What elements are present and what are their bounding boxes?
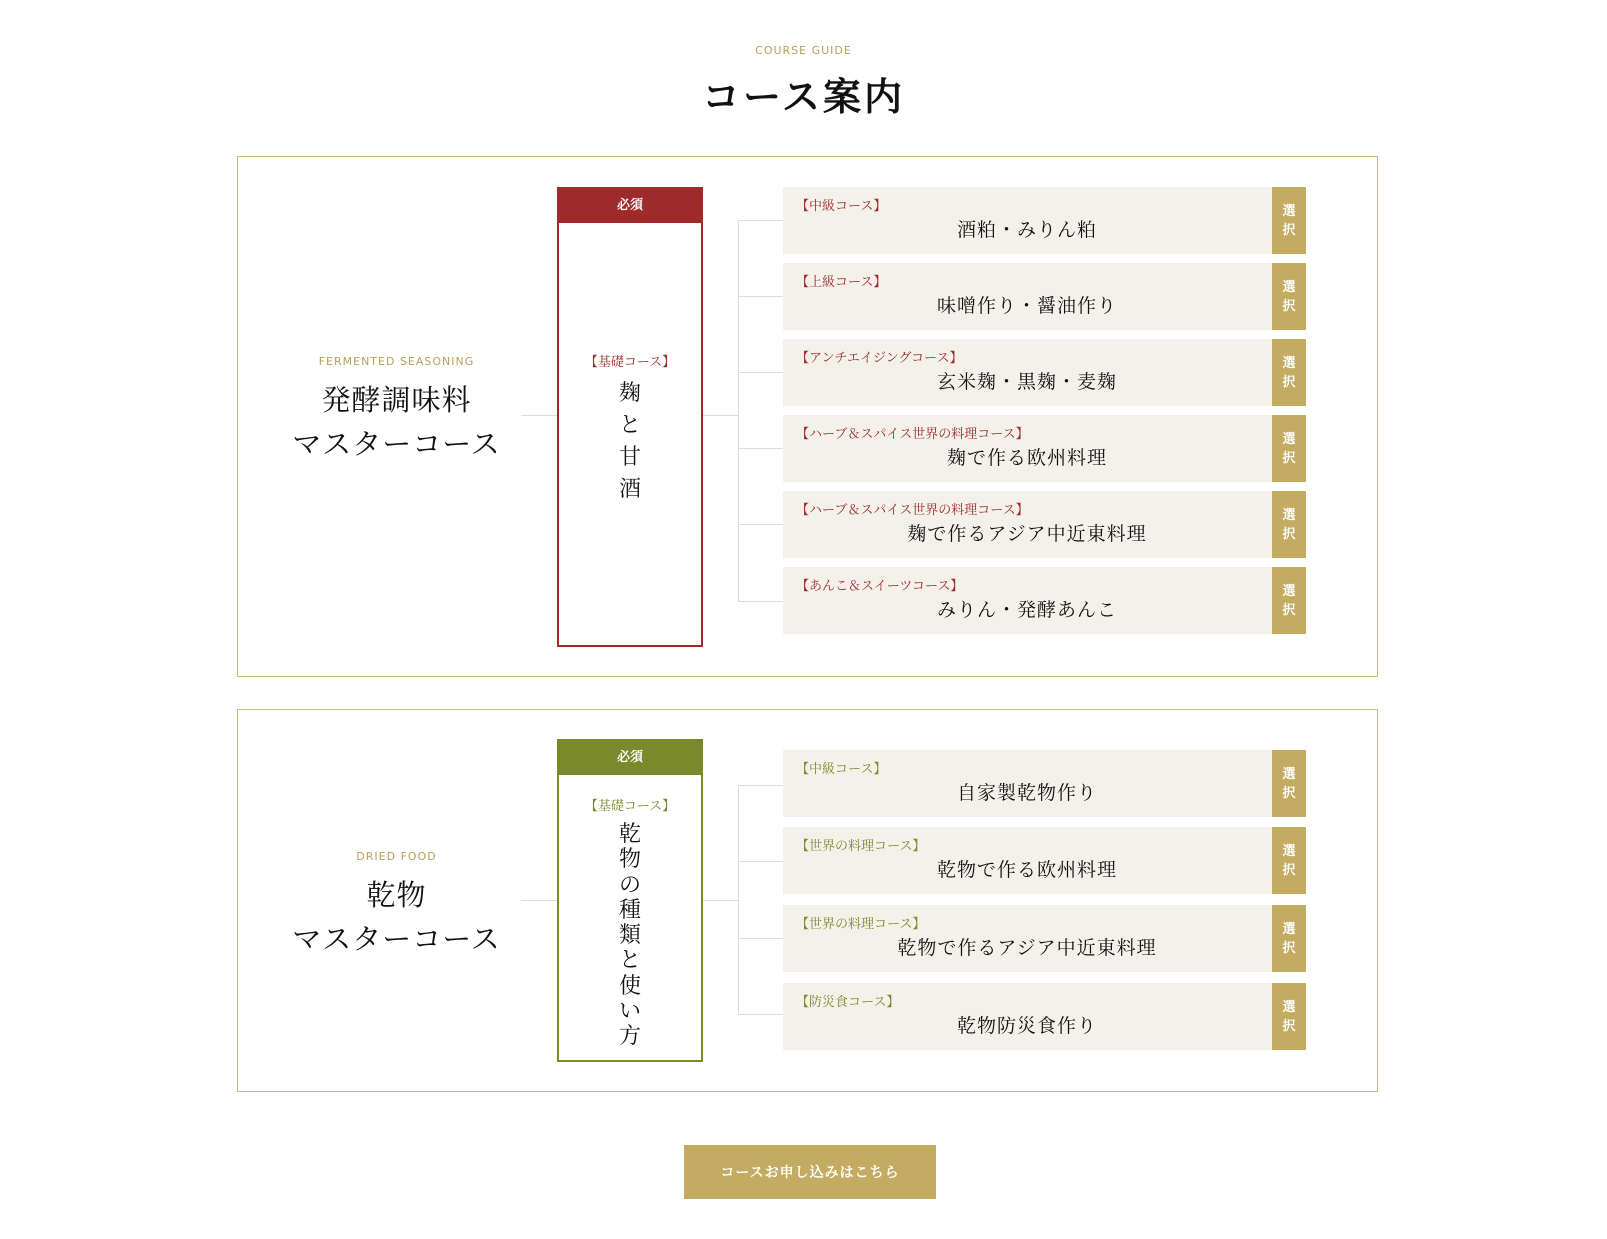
core-course-title: 麹と甘酒 [618,381,641,502]
course-option [783,339,1306,406]
course-option [783,750,1306,817]
select-button[interactable]: 選択 [1272,827,1306,894]
select-button[interactable]: 選択 [1272,983,1306,1050]
connector-line [703,415,739,416]
course-option-name: 酒粕・みりん粕 [956,219,1097,241]
section-eyebrow: DRIED FOOD [356,850,437,863]
connector-line [738,524,783,525]
course-option-label: 【中級コース】 [796,199,887,214]
connector-line [738,448,783,449]
section-title-line1: 発酵調味料 [321,383,472,417]
select-button[interactable]: 選択 [1272,491,1306,558]
connector-line [738,938,783,939]
core-course-label: 【基礎コース】 [584,355,676,370]
core-course-title: 乾物の種類と使い方 [618,822,641,1050]
select-button[interactable]: 選択 [1272,567,1306,634]
select-button[interactable]: 選択 [1272,339,1306,406]
course-option [783,187,1306,254]
select-button[interactable]: 選択 [1272,415,1306,482]
course-section-dried-food [237,709,1378,1092]
course-option-label: 【あんこ＆スイーツコース】 [796,579,964,594]
connector-line [738,220,783,221]
required-badge: 必須 [559,741,701,775]
course-option [783,983,1306,1050]
course-option-name: 自家製乾物作り [956,782,1097,804]
select-button[interactable]: 選択 [1272,187,1306,254]
course-option-name: 乾物防災食作り [956,1015,1097,1037]
section-title-line2: マスターコース [292,922,501,956]
course-option-label: 【ハーブ＆スパイス世界の料理コース】 [796,427,1029,442]
course-option [783,905,1306,972]
connector-line [738,372,783,373]
course-option-label: 【防災食コース】 [796,995,900,1010]
course-option [783,415,1306,482]
course-option-label: 【アンチエイジングコース】 [796,351,963,366]
connector-line [703,900,739,901]
core-course-label: 【基礎コース】 [584,799,676,814]
section-heading [238,355,555,466]
section-title-line2: マスターコース [292,427,501,461]
section-eyebrow: FERMENTED SEASONING [318,355,475,368]
connector-line [738,861,783,862]
course-option-name: 味噌作り・醤油作り [936,295,1117,317]
course-option-label: 【中級コース】 [796,762,887,777]
connector-line [738,296,783,297]
course-option-label: 【世界の料理コース】 [796,839,926,854]
select-button[interactable]: 選択 [1272,905,1306,972]
core-course-card [557,739,703,1062]
page-eyebrow: COURSE GUIDE [755,44,852,57]
connector-line [521,900,557,901]
course-section-fermented [237,156,1378,677]
course-option-name: 乾物で作るアジア中近東料理 [897,937,1157,959]
apply-button[interactable]: コースお申し込みはこちら [684,1145,936,1199]
connector-line [738,220,739,601]
connector-line [738,785,739,1014]
course-option-name: 麹で作るアジア中近東料理 [907,523,1147,545]
required-badge: 必須 [559,189,701,223]
course-option [783,491,1306,558]
connector-line [738,601,783,602]
core-course-card [557,187,703,647]
course-option-name: みりん・発酵あんこ [936,599,1117,621]
connector-line [738,785,783,786]
page-title: コース案内 [701,74,906,119]
course-option-label: 【ハーブ＆スパイス世界の料理コース】 [796,503,1029,518]
section-heading [238,850,555,961]
select-button[interactable]: 選択 [1272,263,1306,330]
connector-line [738,1014,783,1015]
select-button[interactable]: 選択 [1272,750,1306,817]
course-option [783,567,1306,634]
section-title-line1: 乾物 [366,878,427,912]
course-option [783,827,1306,894]
connector-line [521,415,557,416]
course-option [783,263,1306,330]
course-option-name: 麹で作る欧州料理 [946,447,1107,469]
course-option-name: 乾物で作る欧州料理 [936,859,1117,881]
course-option-label: 【上級コース】 [796,275,887,290]
course-option-label: 【世界の料理コース】 [796,917,926,932]
course-option-name: 玄米麹・黒麹・麦麹 [936,371,1117,393]
